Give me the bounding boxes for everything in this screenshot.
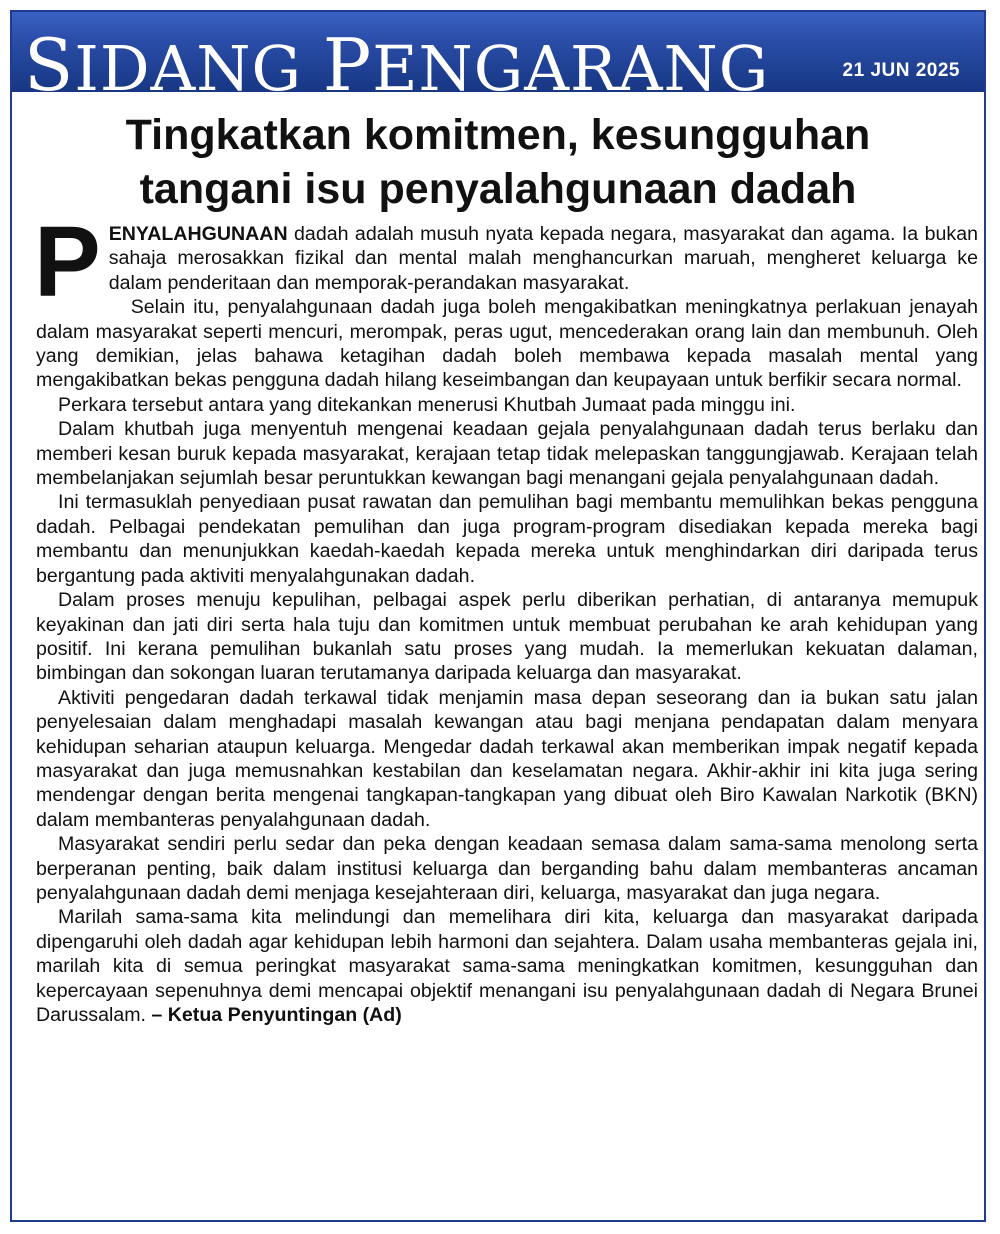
article-body: [34, 206, 978, 1027]
paragraph-9: [36, 905, 978, 1027]
paragraph-8: Masyarakat sendiri perlu sedar dan peka dengan keadaan semasa dalam sama-sama menolong serta berperanan penting, baik dalam institusi keluarga dan berganding bahu dalam membanteras ancaman penyalahgunaan dadah demi menjaga kesejahteraan diri, keluarga, masyarakat dan juga negara.: [36, 833, 978, 904]
paragraph-2: Selain itu, penyalahgunaan dadah juga boleh mengakibatkan meningkatnya perlakuan jenayah dalam masyarakat seperti mencuri, merompak, peras ugut, mencederakan orang lain dan membunuh. Oleh yang demikian, jelas bahawa ketagihan dadah boleh membawa kepada masalah mental yang mengakibatkan bekas pengguna dadah hilang keseimbangan dan keupayaan untuk berfikir secara normal.: [36, 296, 978, 392]
headline: [12, 108, 984, 216]
author-signature: – Ketua Penyuntingan (Ad): [151, 1004, 402, 1026]
paragraph-6: Dalam proses menuju kepulihan, pelbagai aspek perlu diberikan perhatian, di antaranya memupuk keyakinan dan jati diri serta hala tuju dan komitmen untuk membuat perubahan ke arah kehidupan yang positif. Ini kerana pemulihan bukanlah satu proses yang mudah. Ia memerlukan kekuatan dalaman, bimbingan dan sokongan luaran terutamanya daripada keluarga dan masyarakat.: [36, 589, 978, 685]
lead-word: ENYALAHGUNAAN: [108, 223, 288, 245]
section-title-initial-1: S: [24, 23, 75, 107]
section-banner: [12, 12, 984, 107]
paragraph-7: Aktiviti pengedaran dadah terkawal tidak menjamin masa depan seseorang dan ia bukan satu jalan penyelesaian dalam menghadapi masalah kewangan atau bagi menjana pendapatan dalam menyara kehidupan seharian ataupun keluarga. Mengedar dadah terkawal akan memberikan impak negatif kepada masyarakat dan juga memusnahkan kestabilan dan keselamatan negara. Akhir-akhir ini kita juga sering mendengar dengan berita mengenai tangkapan-tangkapan yang dibuat oleh Biro Kawalan Narkotik (BKN) dalam membanteras penyalahgunaan dadah.: [36, 686, 978, 831]
paragraph-4: Dalam khutbah juga menyentuh mengenai keadaan gejala penyalahgunaan dadah terus berlaku dan memberi kesan buruk kepada masyarakat, kerajaan tetap tidak melepaskan tanggungjawab. Kerajaan telah membelanjakan sejumlah besar peruntukkan kewangan bagi menangani gejala penyalahgunaan dadah.: [36, 418, 978, 490]
paragraph-1-text: dadah adalah musuh nyata kepada negara, masyarakat dan agama. Ia bukan sahaja merosakkan fizikal dan mental malah menghancurkan maruah, mengheret keluarga ke dalam penderitaan dan memporak-perandakan masyarakat.: [108, 223, 978, 294]
editorial-frame: [10, 10, 986, 1222]
paragraph-3: Perkara tersebut antara yang ditekankan menerusi Khutbah Jumaat pada minggu ini.: [58, 393, 796, 416]
section-title-part-1: IDANG: [74, 32, 323, 105]
paragraph-9-text: Marilah sama-sama kita melindungi dan memelihara diri kita, keluarga dan masyarakat daripada dipengaruhi oleh dadah agar kehidupan lebih harmoni dan sejahtera. Dalam usaha membanteras gejala ini, marilah kita di semua peringkat masyarakat sama-sama meningkatkan komitmen, kesungguhan dan kepercayaan sepenuhnya demi mencapai objektif menangani isu penyalahgunaan dadah di Negara Brunei Darussalam.: [36, 906, 978, 1026]
section-title-initial-2: P: [322, 23, 373, 107]
paragraph-5: Ini termasuklah penyediaan pusat rawatan dan pemulihan bagi membantu memulihkan bekas pengguna dadah. Pelbagai pendekatan pemulihan dan juga program-program disediakan kepada mereka bagi membantu dan menunjukkan kaedah-kaedah kepada mereka untuk menghindarkan diri daripada terus bergantung pada aktiviti menyalahgunakan dadah.: [36, 491, 978, 587]
section-title-part-2: ENGARANG: [372, 32, 770, 105]
publication-date: 21 JUN 2025: [842, 60, 960, 81]
section-title: [24, 23, 770, 107]
drop-cap: P: [34, 206, 101, 318]
paragraph-1: [34, 206, 978, 318]
headline-line-1: Tingkatkan komitmen, kesungguhan: [125, 111, 871, 159]
headline-line-2: tangani isu penyalahgunaan dadah: [139, 165, 857, 213]
